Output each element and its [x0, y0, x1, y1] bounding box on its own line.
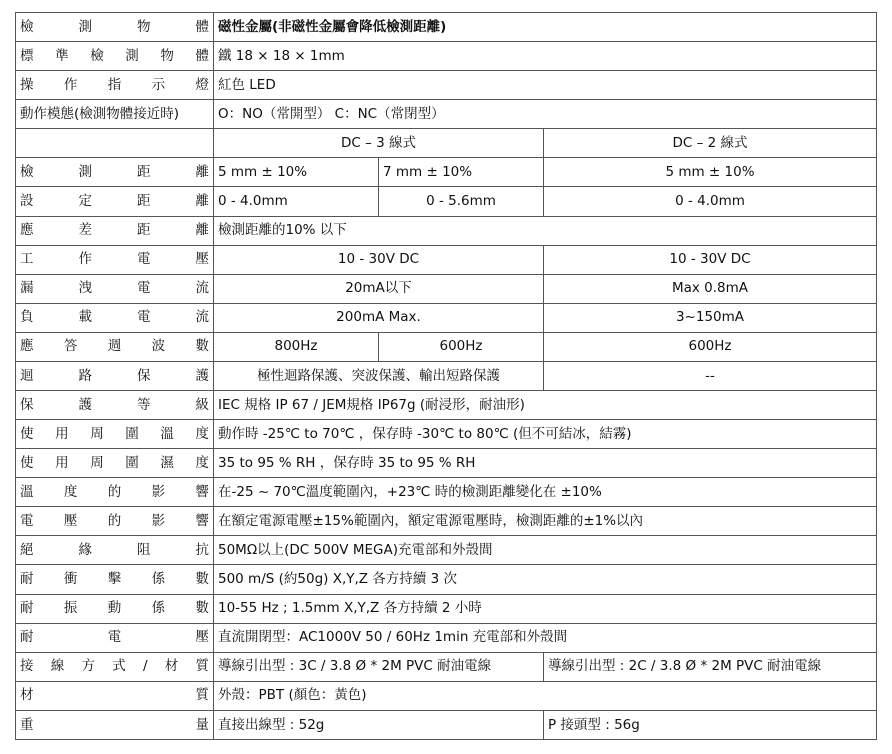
label-char: 級 [195, 396, 209, 413]
label-circuit [16, 361, 214, 390]
circuit-a: 極性迴路保護、突波保護、輸出短路保護 [214, 361, 544, 390]
label-char: 響 [195, 512, 209, 529]
row-protection [16, 391, 877, 420]
label-char: 流 [195, 280, 209, 297]
label-char: 擊 [107, 571, 122, 588]
value-indicator: 紅色 LED [214, 71, 877, 100]
value-volt-effect: 在額定電源電壓±15%範圍內，額定電源電壓時，檢測距離的±1%以內 [214, 507, 877, 536]
value-hysteresis: 檢測距離的10% 以下 [214, 216, 877, 245]
label-distance [16, 158, 214, 187]
value-withstand: 直流開閉型：AC1000V 50 / 60Hz 1min 充電部和外殼間 [214, 623, 877, 652]
label-char: 耐 [20, 571, 34, 588]
label-char: 檢 [20, 164, 34, 180]
label-char: 方 [81, 658, 95, 675]
label-char: 標 [20, 47, 34, 64]
label-material [16, 681, 214, 710]
label-setting [16, 187, 214, 216]
label-char: 緣 [78, 542, 92, 559]
voltage-c: 10 - 30V DC [544, 245, 877, 274]
label-char: 質 [195, 658, 209, 675]
label-char: 護 [195, 367, 209, 384]
header-dc3: DC – 3 線式 [214, 129, 544, 158]
label-indicator [16, 71, 214, 100]
label-char: 指 [107, 76, 122, 93]
label-char: 距 [137, 193, 151, 210]
label-char: 響 [195, 483, 209, 500]
row-response [16, 332, 877, 361]
label-char: 動 [107, 600, 122, 617]
weight-a: 直接出線型 : 52g [214, 710, 544, 739]
label-char: 用 [55, 454, 69, 471]
spec-table [15, 12, 877, 740]
distance-b: 7 mm ± 10% [379, 158, 544, 187]
label-char: 溫 [160, 425, 174, 442]
label-insulation [16, 536, 214, 565]
label-char: 測 [78, 18, 92, 35]
row-indicator [16, 71, 877, 100]
label-hysteresis [16, 216, 214, 245]
label-char: 電 [137, 280, 151, 297]
label-char: 應 [20, 222, 34, 239]
response-b: 600Hz [379, 332, 544, 361]
response-a: 800Hz [214, 332, 379, 361]
label-humidity [16, 449, 214, 478]
label-char: 離 [195, 193, 209, 210]
label-char: 燈 [195, 76, 209, 93]
label-withstand [16, 623, 214, 652]
label-char: 差 [78, 222, 92, 239]
label-char: 的 [107, 483, 122, 500]
label-char: 距 [137, 164, 151, 180]
label-char: 作 [63, 76, 78, 93]
row-detect-object [16, 13, 877, 42]
label-char: 路 [78, 367, 92, 384]
row-weight [16, 710, 877, 739]
value-insulation: 50MΩ以上(DC 500V MEGA)充電部和外殼間 [214, 536, 877, 565]
label-leak [16, 274, 214, 303]
row-leak [16, 274, 877, 303]
label-std-object [16, 42, 214, 71]
setting-a: 0 - 4.0mm [214, 187, 379, 216]
label-char: 數 [195, 600, 209, 617]
row-humidity [16, 449, 877, 478]
label-char: 距 [137, 222, 151, 239]
label-char: 壓 [63, 512, 78, 529]
label-vibration [16, 594, 214, 623]
label-protection [16, 391, 214, 420]
label-char: 度 [195, 454, 209, 471]
label-temp-effect [16, 478, 214, 507]
row-shock [16, 565, 877, 594]
label-char: 定 [78, 193, 92, 210]
label-response [16, 332, 214, 361]
label-volt-effect [16, 507, 214, 536]
label-char: 設 [20, 193, 34, 210]
label-char: 流 [195, 309, 209, 326]
value-temp: 動作時 -25℃ to 70℃ ，保存時 -30℃ to 80℃ (但不可結冰，結霧) [214, 420, 877, 449]
label-char: 工 [20, 251, 34, 268]
label-char: / [142, 658, 148, 675]
label-char: 圍 [125, 425, 139, 442]
label-char: 護 [78, 396, 92, 413]
row-withstand [16, 623, 877, 652]
value-vibration: 10-55 Hz ; 1.5mm X,Y,Z 各方持續 2 小時 [214, 594, 877, 623]
label-char: 絕 [20, 542, 34, 559]
label-char: 數 [195, 571, 209, 588]
row-setting [16, 187, 877, 216]
label-char: 溫 [20, 483, 34, 500]
circuit-c: -- [544, 361, 877, 390]
distance-a: 5 mm ± 10% [214, 158, 379, 187]
label-char: 電 [107, 629, 122, 646]
leak-a: 20mA以下 [214, 274, 544, 303]
label-char: 接 [20, 658, 34, 675]
row-std-object [16, 42, 877, 71]
label-char: 度 [195, 425, 209, 442]
label-char: 洩 [78, 280, 92, 297]
label-char: 迴 [20, 367, 34, 384]
row-hysteresis [16, 216, 877, 245]
label-char: 保 [20, 396, 34, 413]
leak-c: Max 0.8mA [544, 274, 877, 303]
label-char: 保 [137, 367, 151, 384]
label-char: 周 [90, 425, 104, 442]
label-char: 度 [63, 483, 78, 500]
load-a: 200mA Max. [214, 303, 544, 332]
value-protection: IEC 規格 IP 67 / JEM規格 IP67g (耐浸形，耐油形) [214, 391, 877, 420]
label-char: 等 [137, 396, 151, 413]
label-char: 數 [195, 338, 209, 355]
label-char: 耐 [20, 629, 34, 646]
value-detect-object: 磁性金屬(非磁性金屬會降低檢測距離) [214, 13, 877, 42]
label-char: 答 [63, 338, 78, 355]
row-insulation [16, 536, 877, 565]
label-voltage [16, 245, 214, 274]
label-char: 耐 [20, 600, 34, 617]
row-mode [16, 100, 877, 129]
label-char: 係 [151, 600, 166, 617]
label-char: 的 [107, 512, 122, 529]
label-char: 使 [20, 425, 34, 442]
row-temp-effect [16, 478, 877, 507]
label-detect-object [16, 13, 214, 42]
label-char: 質 [195, 687, 209, 704]
label-char: 體 [195, 18, 209, 35]
label-char: 測 [78, 164, 92, 180]
label-char: 檢 [90, 47, 104, 64]
label-char: 量 [195, 716, 209, 733]
header-dc2: DC – 2 線式 [544, 129, 877, 158]
label-char: 電 [137, 309, 151, 326]
label-char: 係 [151, 571, 166, 588]
value-std-object: 鐵 18 × 18 × 1mm [214, 42, 877, 71]
row-volt-effect [16, 507, 877, 536]
label-char: 壓 [195, 251, 209, 268]
label-char: 用 [55, 425, 69, 442]
label-char: 檢 [20, 18, 34, 35]
label-char: 周 [90, 454, 104, 471]
label-char: 式 [112, 658, 126, 675]
label-char: 材 [20, 687, 34, 704]
wiring-c: 導線引出型 : 2C / 3.8 Ø * 2M PVC 耐油電線 [544, 652, 877, 681]
label-char: 波 [151, 338, 166, 355]
label-char: 使 [20, 454, 34, 471]
setting-c: 0 - 4.0mm [544, 187, 877, 216]
load-c: 3~150mA [544, 303, 877, 332]
row-wiring [16, 652, 877, 681]
setting-b: 0 - 5.6mm [379, 187, 544, 216]
label-char: 重 [20, 716, 34, 733]
row-distance [16, 158, 877, 187]
label-char: 電 [20, 512, 34, 529]
label-char: 載 [78, 309, 92, 326]
label-shock [16, 565, 214, 594]
label-char: 衝 [63, 571, 78, 588]
label-char: 應 [20, 338, 34, 355]
label-empty [16, 129, 214, 158]
value-mode: O：NO（常開型） C：NC（常閉型） [214, 100, 877, 129]
value-temp-effect: 在-25 ~ 70℃溫度範圍內，+23℃ 時的檢測距離變化在 ±10% [214, 478, 877, 507]
label-char: 離 [195, 222, 209, 239]
voltage-a: 10 - 30V DC [214, 245, 544, 274]
row-vibration [16, 594, 877, 623]
label-char: 體 [195, 47, 209, 64]
label-char: 漏 [20, 280, 34, 297]
label-wiring [16, 652, 214, 681]
label-char: 測 [125, 47, 139, 64]
label-char: 作 [78, 251, 92, 268]
label-char: 週 [107, 338, 122, 355]
label-char: 負 [20, 309, 34, 326]
row-temp [16, 420, 877, 449]
label-char: 阻 [137, 542, 151, 559]
label-char: 物 [137, 18, 151, 35]
label-char: 影 [151, 483, 166, 500]
label-char: 操 [20, 76, 34, 93]
label-char: 線 [50, 658, 65, 675]
label-char: 準 [55, 47, 69, 64]
label-char: 電 [137, 251, 151, 268]
label-char: 示 [151, 76, 166, 93]
label-char: 壓 [195, 629, 209, 646]
row-circuit [16, 361, 877, 390]
label-char: 振 [63, 600, 78, 617]
row-load [16, 303, 877, 332]
label-char: 物 [160, 47, 174, 64]
label-char: 離 [195, 164, 209, 180]
row-wire-type [16, 129, 877, 158]
label-load [16, 303, 214, 332]
label-weight [16, 710, 214, 739]
weight-c: P 接頭型 : 56g [544, 710, 877, 739]
label-mode: 動作模態(檢測物體接近時) [16, 100, 214, 129]
label-char: 影 [151, 512, 166, 529]
label-char: 濕 [160, 454, 174, 471]
value-material: 外殼：PBT (顏色：黃色) [214, 681, 877, 710]
response-c: 600Hz [544, 332, 877, 361]
value-humidity: 35 to 95 % RH ，保存時 35 to 95 % RH [214, 449, 877, 478]
wiring-a: 導線引出型 : 3C / 3.8 Ø * 2M PVC 耐油電線 [214, 652, 544, 681]
label-char: 抗 [195, 542, 209, 559]
label-temp [16, 420, 214, 449]
row-voltage [16, 245, 877, 274]
value-shock: 500 m/S (約50g) X,Y,Z 各方持續 3 次 [214, 565, 877, 594]
label-char: 圍 [125, 454, 139, 471]
label-char: 材 [164, 658, 179, 675]
distance-c: 5 mm ± 10% [544, 158, 877, 187]
row-material [16, 681, 877, 710]
